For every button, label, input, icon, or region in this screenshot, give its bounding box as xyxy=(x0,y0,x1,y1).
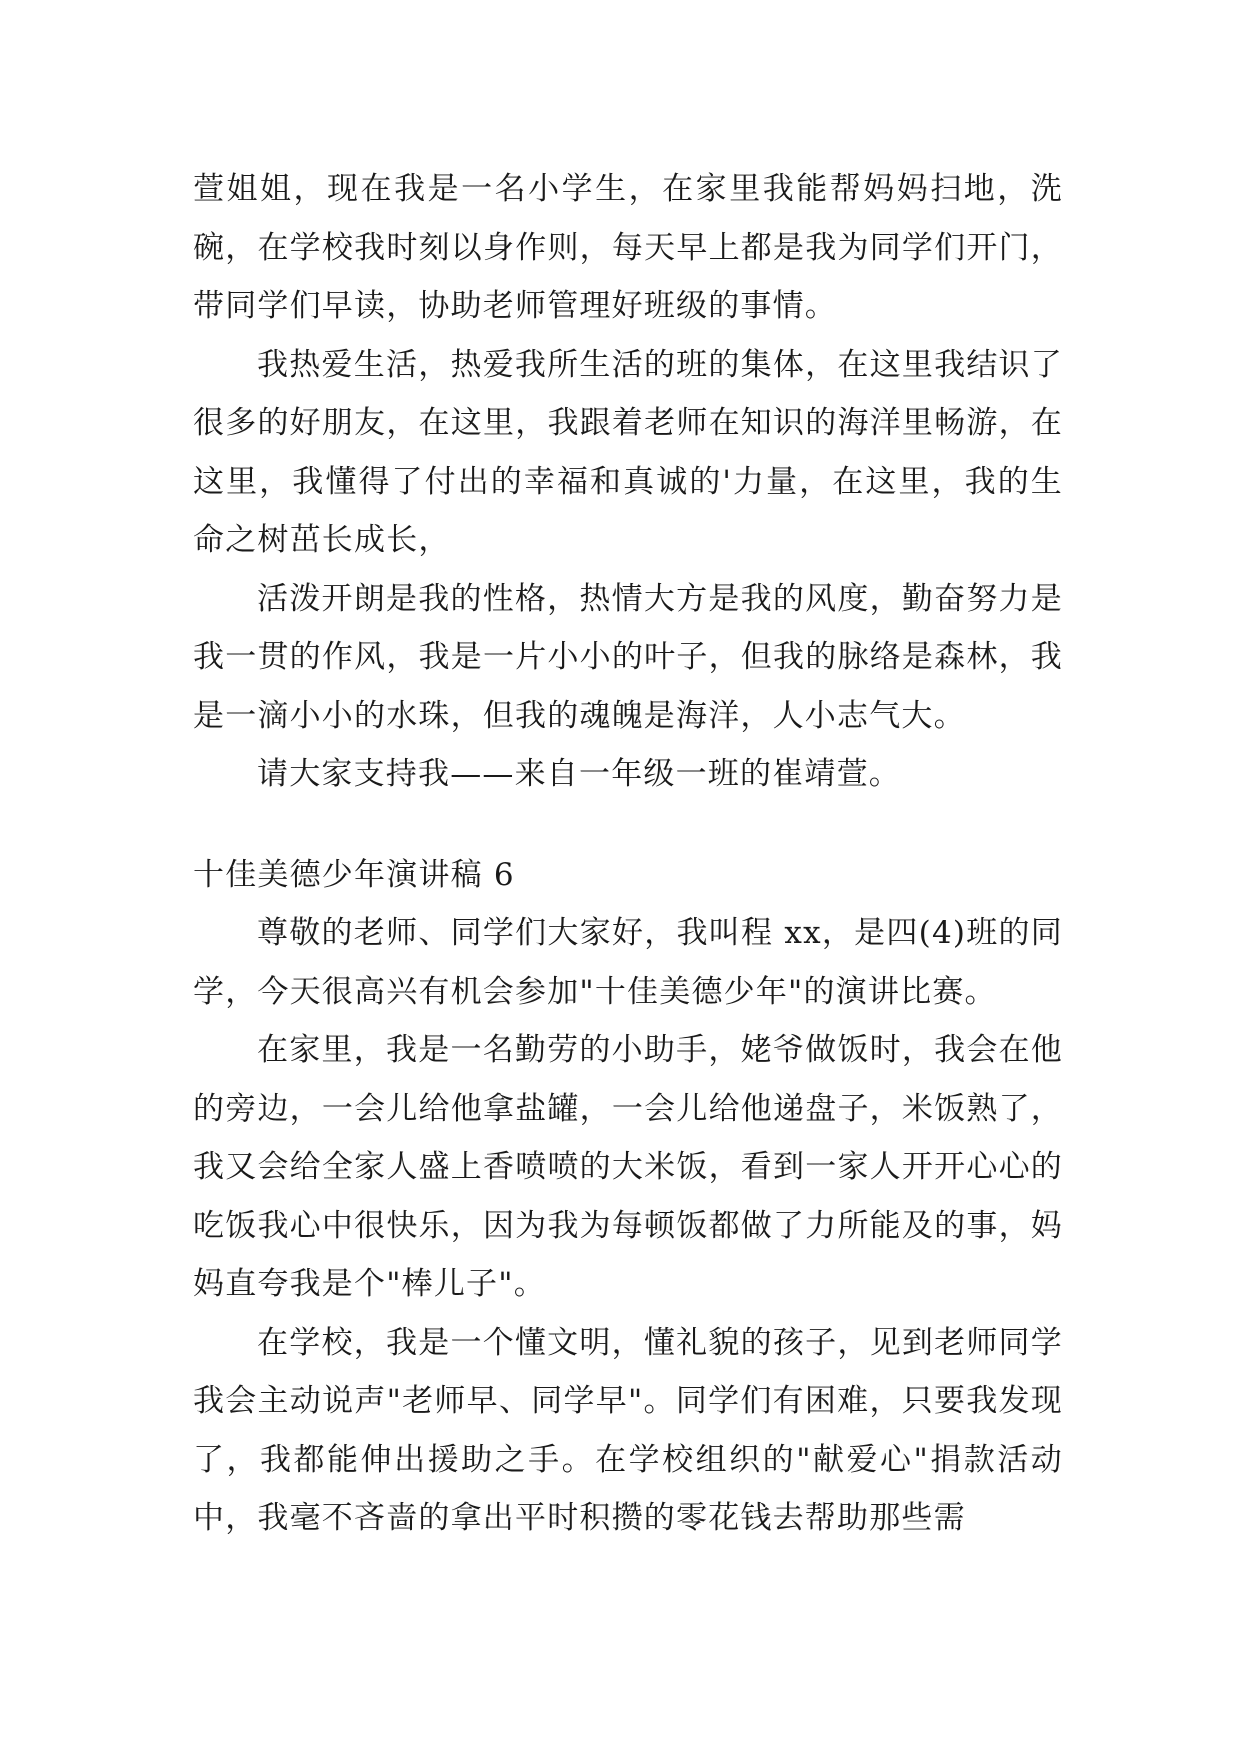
paragraph-personality: 活泼开朗是我的性格，热情大方是我的风度，勤奋努力是我一贯的作风，我是一片小小的叶子，但我的脉络是森林，我是一滴小小的水珠，但我的魂魄是海洋，人小志气大。 xyxy=(193,580,1063,734)
paragraph-at-school: 在学校，我是一个懂文明，懂礼貌的孩子，见到老师同学我会主动说声"老师早、同学早"。同学们有困难，只要我发现了，我都能伸出援助之手。在学校组织的"献爱心"捐款活动中，我毫不吝啬的拿出平时积攒的零花钱去帮助那些需 xyxy=(193,1324,1063,1536)
document-body xyxy=(193,160,1063,1548)
paragraph-at-home: 在家里，我是一名勤劳的小助手，姥爷做饭时，我会在他的旁边，一会儿给他拿盐罐，一会儿给他递盘子，米饭熟了，我又会给全家人盛上香喷喷的大米饭，看到一家人开开心心的吃饭我心中很快乐，因为我为每顿饭都做了力所能及的事，妈妈直夸我是个"棒儿子"。 xyxy=(193,1032,1063,1302)
paragraph-closing: 请大家支持我——来自一年级一班的崔靖萱。 xyxy=(257,756,901,792)
paragraph-continued: 萱姐姐，现在我是一名小学生，在家里我能帮妈妈扫地，洗碗，在学校我时刻以身作则，每天早上都是我为同学们开门，带同学们早读，协助老师管理好班级的事情。 xyxy=(193,171,1063,324)
paragraph-love-class: 我热爱生活，热爱我所生活的班的集体，在这里我结识了很多的好朋友，在这里，我跟着老师在知识的海洋里畅游，在这里，我懂得了付出的幸福和真诚的'力量，在这里，我的生命之树茁长成长， xyxy=(193,346,1063,558)
paragraph-greeting: 尊敬的老师、同学们大家好，我叫程 xx，是四(4)班的同学，今天很高兴有机会参加"十佳美德少年"的演讲比赛。 xyxy=(193,915,1063,1010)
section-title: 十佳美德少年演讲稿 6 xyxy=(193,856,515,893)
